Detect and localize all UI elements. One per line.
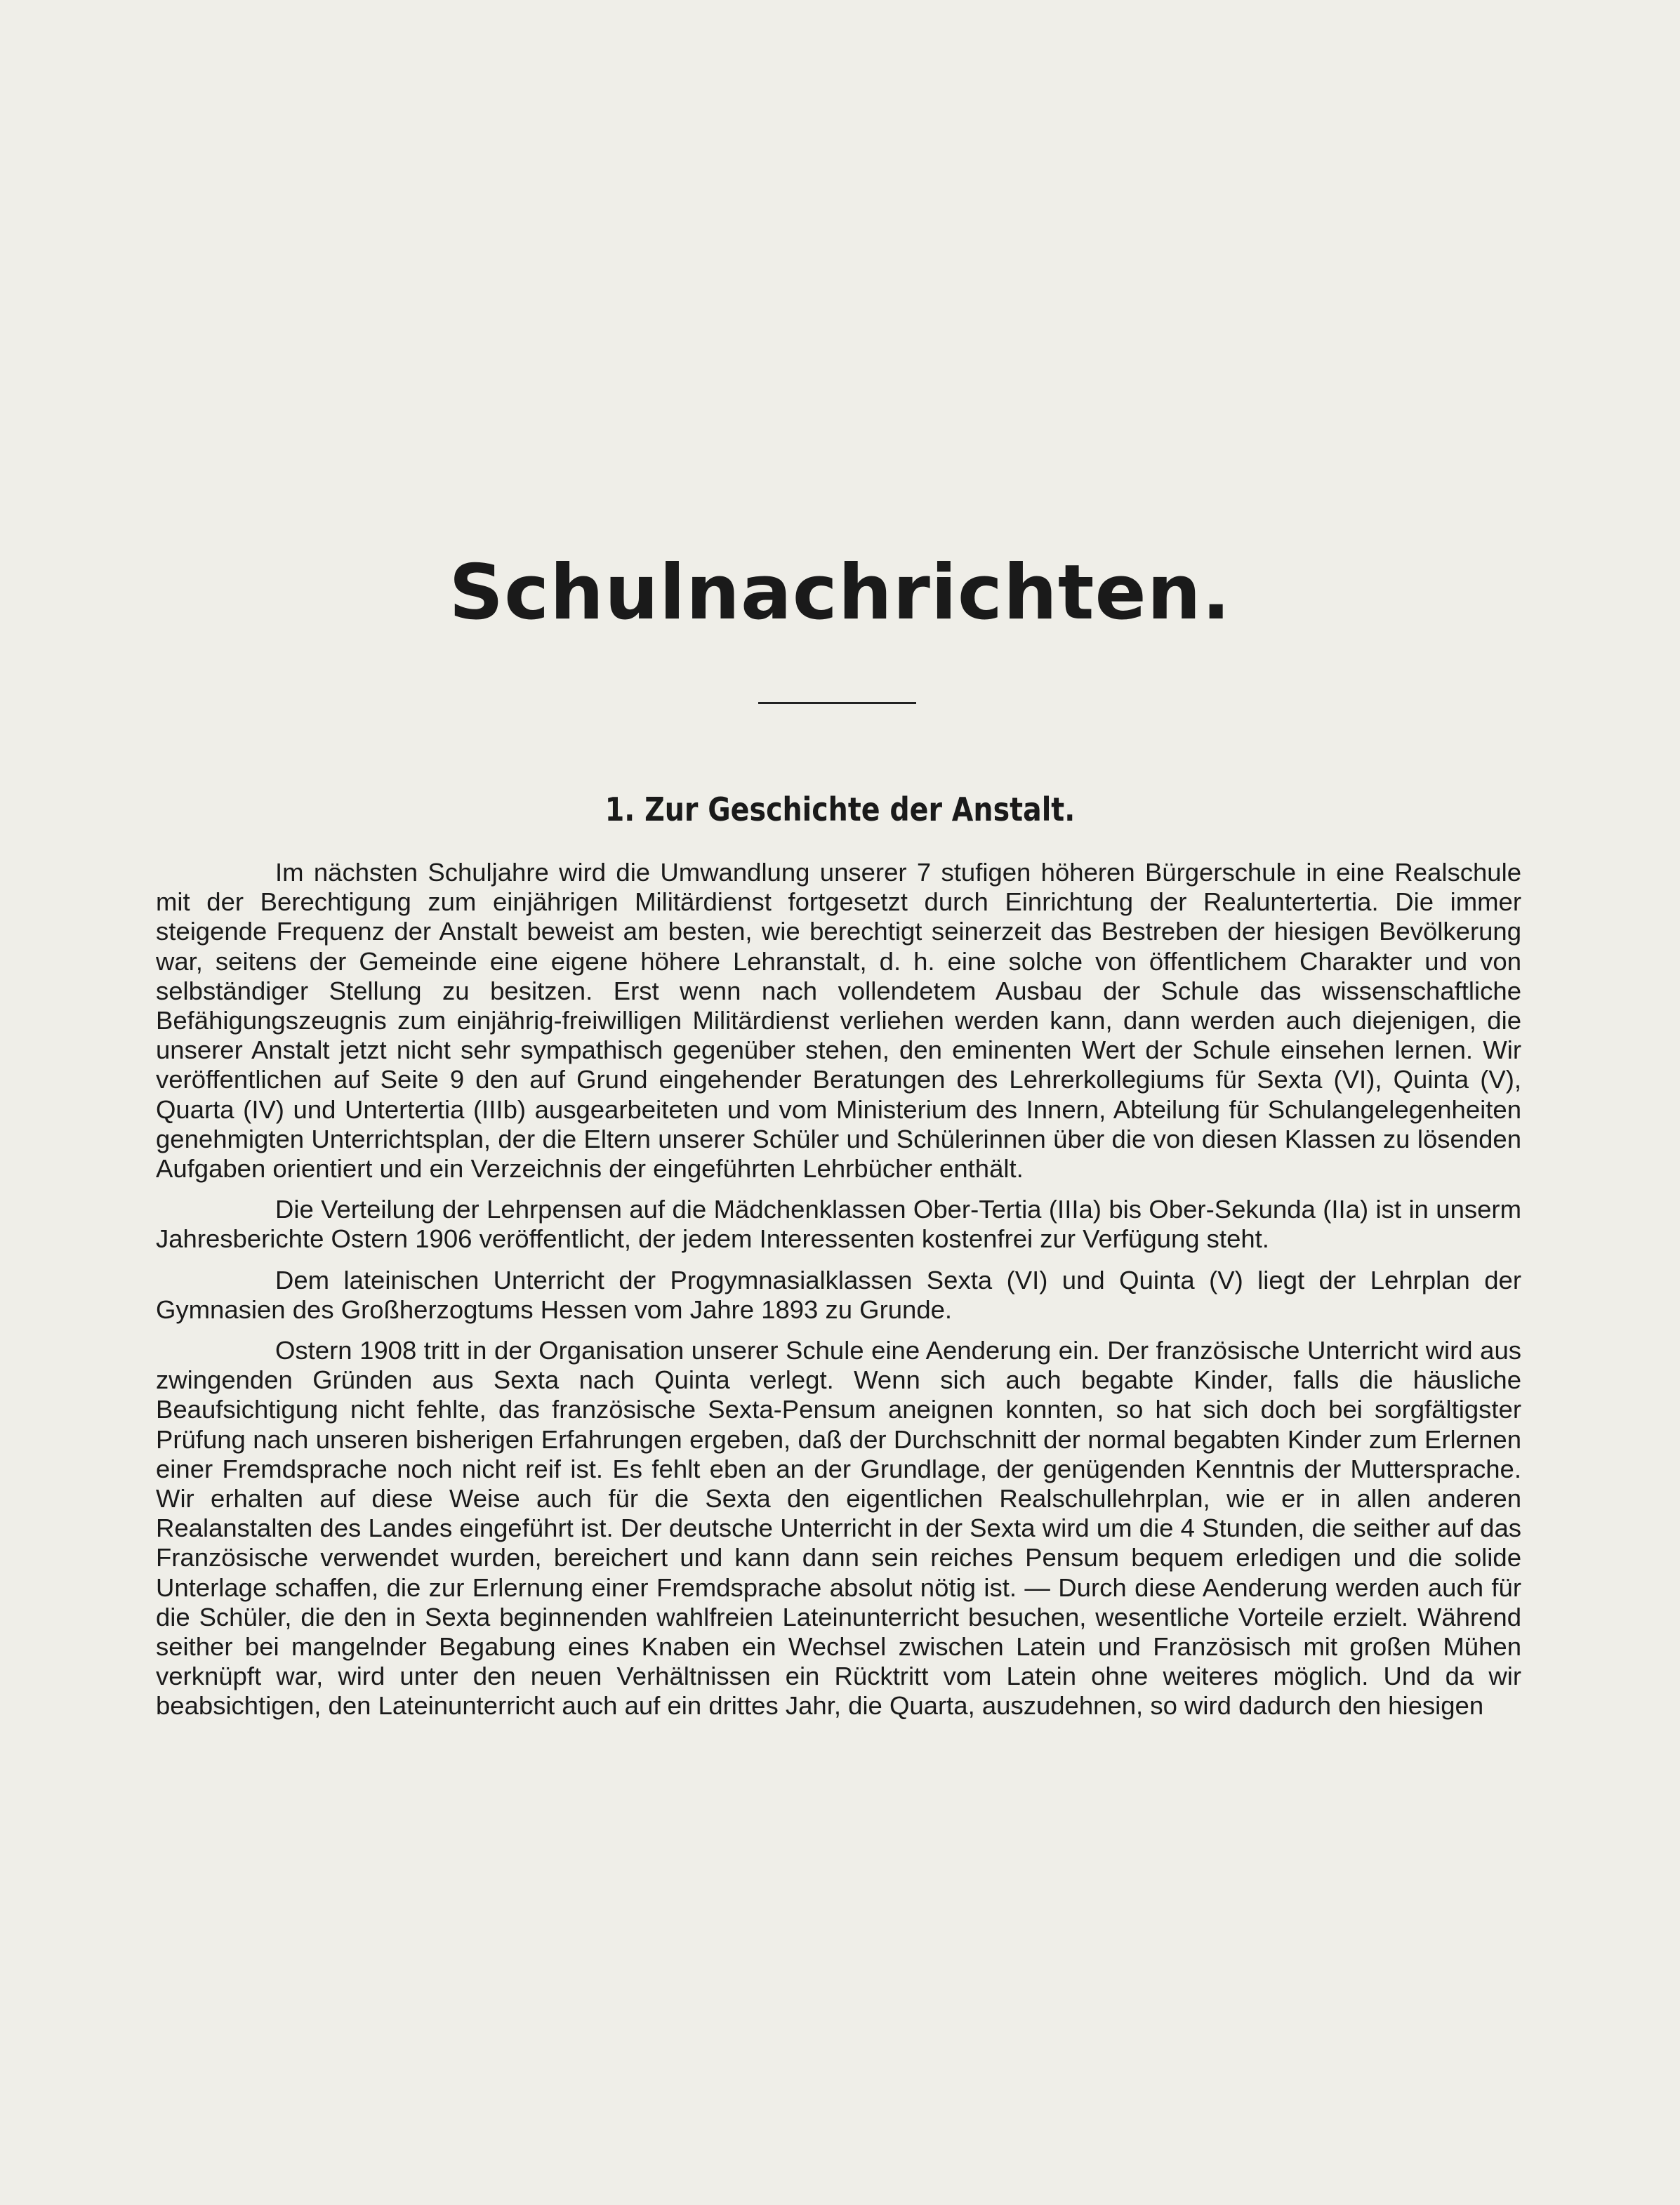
section-heading: 1. Zur Geschichte der Anstalt. xyxy=(604,790,1076,828)
title-divider xyxy=(758,702,916,704)
paragraph: Die Verteilung der Lehrpensen auf die Mädchenklassen Ober-Tertia (IIIa) bis Ober-Sekunda (IIa) ist in unserm Jahresberichte Ostern 1906 veröffentlicht, der jedem Interessenten kostenfrei zur Verfügung steht. xyxy=(156,1195,1521,1254)
paragraph: Dem lateinischen Unterricht der Progymnasialklassen Sexta (VI) und Quinta (V) liegt der Lehrplan der Gymnasien des Großherzogtums Hessen vom Jahre 1893 zu Grunde. xyxy=(156,1265,1521,1324)
body-text xyxy=(156,858,1521,1721)
paragraph: Im nächsten Schuljahre wird die Umwandlung unserer 7 stufigen höheren Bürgerschule in eine Realschule mit der Berechtigung zum einjährigen Militärdienst fortgesetzt durch Einrichtung der Realuntertertia. Die immer steigende Frequenz der Anstalt beweist am besten, wie berechtigt seinerzeit das Bestreben der hiesigen Bevölkerung war, seitens der Gemeinde eine eigene höhere Lehranstalt, d. h. eine solche von öffentlichem Charakter und von selbständiger Stellung zu besitzen. Erst wenn nach vollendetem Ausbau der Schule das wissenschaftliche Befähigungszeugnis zum einjährig-freiwilligen Militärdienst verliehen werden kann, dann werden auch diejenigen, die unserer Anstalt jetzt nicht sehr sympathisch gegenüber stehen, den eminenten Wert der Schule einsehen lernen. Wir veröffentlichen auf Seite 9 den auf Grund eingehender Beratungen des Lehrerkollegiums für Sexta (VI), Quinta (V), Quarta (IV) und Untertertia (IIIb) ausgearbeiteten und vom Ministerium des Innern, Abteilung für Schulangelegenheiten genehmigten Unterrichtsplan, der die Eltern unserer Schüler und Schülerinnen über die von diesen Klassen zu lösenden Aufgaben orientiert und ein Verzeichnis der eingeführten Lehrbücher enthält. xyxy=(156,858,1521,1184)
paragraph: Ostern 1908 tritt in der Organisation unserer Schule eine Aenderung ein. Der französische Unterricht wird aus zwingenden Gründen aus Sexta nach Quinta verlegt. Wenn sich auch begabte Kinder, falls die häusliche Beaufsichtigung nicht fehlte, das französische Sexta-Pensum aneignen konnten, so hat sich doch bei sorgfältigster Prüfung nach unseren bisherigen Erfahrungen ergeben, daß der Durchschnitt der normal begabten Kinder zum Erlernen einer Fremdsprache noch nicht reif ist. Es fehlt eben an der Grundlage, der genügenden Kenntnis der Muttersprache. Wir erhalten auf diese Weise auch für die Sexta den eigentlichen Realschullehrplan, wie er in allen anderen Realanstalten des Landes eingeführt ist. Der deutsche Unterricht in der Sexta wird um die 4 Stunden, die seither auf das Französische verwendet wurden, bereichert und kann dann sein reiches Pensum bequem erledigen und die solide Unterlage schaffen, die zur Erlernung einer Fremdsprache absolut nötig ist. — Durch diese Aenderung werden auch für die Schüler, die den in Sexta beginnenden wahlfreien Lateinunterricht besuchen, wesentliche Vorteile erzielt. Während seither bei mangelnder Begabung eines Knaben ein Wechsel zwischen Latein und Französisch mit großen Mühen verknüpft war, wird unter den neuen Verhältnissen ein Rücktritt vom Latein ohne weiteres möglich. Und da wir beabsichtigen, den Lateinunterricht auch auf ein drittes Jahr, die Quarta, auszudehnen, so wird dadurch den hiesigen xyxy=(156,1336,1521,1721)
page-title: Schulnachrichten. xyxy=(449,549,1231,637)
